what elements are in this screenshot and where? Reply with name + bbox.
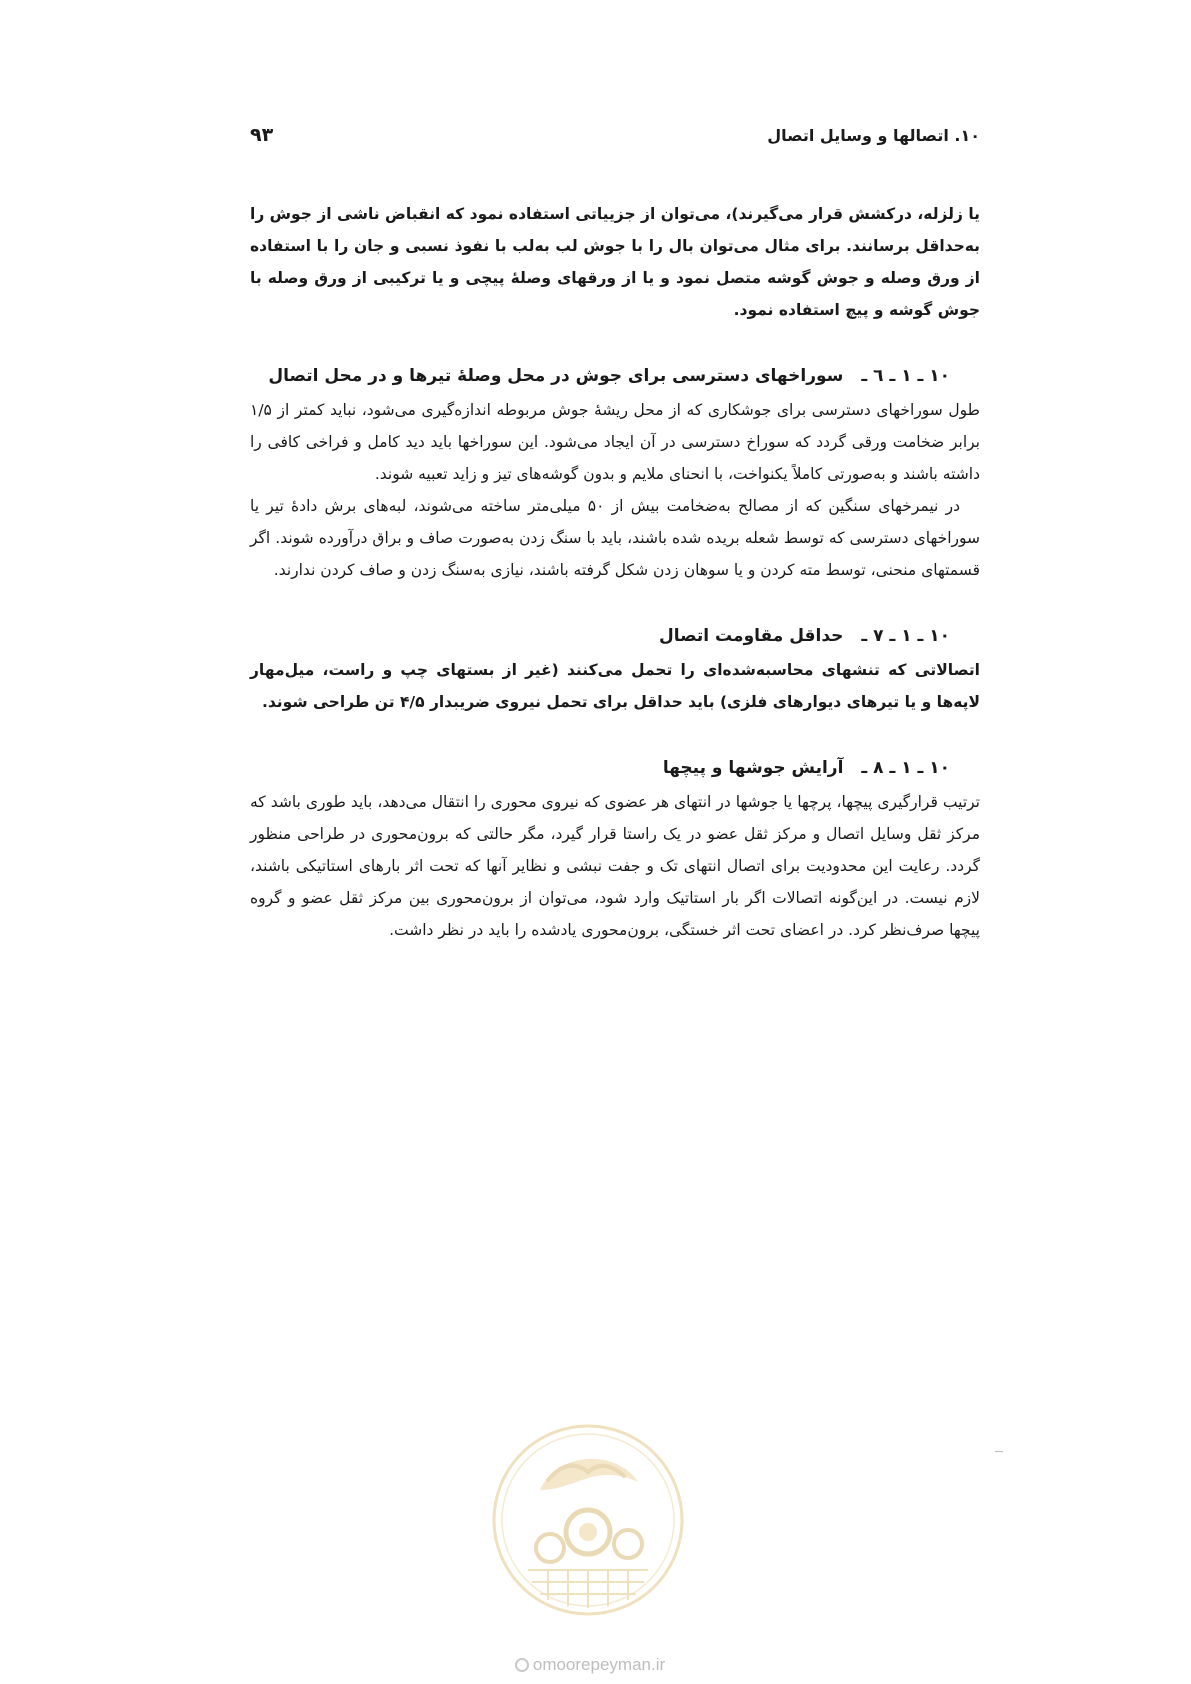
paragraph-intro: یا زلزله، درکشش قرار می‌گیرند)، می‌توان از جزییاتی استفاده نمود که انقباض ناشی از جوش را به‌حداقل برسانند. برای مثال می‌توان بال را با جوش لب به‌لب با نفوذ نسبی و جان را با استفاده از ورق وصله و جوش گوشه متصل نمود و یا از ورقهای وصلهٔ پیچی و یا ترکیبی از ورق وصله با جوش گوشه و پیچ استفاده نمود.: [250, 205, 980, 319]
section-heading: [250, 360, 980, 392]
section-paragraph: طول سوراخهای دسترسی برای جوشکاری که از محل ریشهٔ جوش مربوطه اندازه‌گیری می‌شود، نباید کمتر از ۱/۵ برابر ضخامت ورقی گردد که سوراخ دسترسی در آن ایجاد می‌شود. این سوراخها باید دید کامل و فراخی کافی را داشته باشند و به‌صورتی کاملاً یکنواخت، با انحنای ملایم و بدون گوشه‌های تیز و زاید تعبیه شوند.: [250, 401, 980, 483]
section-heading: [250, 752, 980, 784]
section-number: ۱۰ ـ ۱ ـ ۷ ـ: [861, 626, 950, 646]
page-content: [250, 198, 980, 946]
running-title: ۱۰. اتصالها و وسایل اتصال: [767, 126, 980, 145]
page-number: ۹۳: [250, 124, 274, 146]
section-paragraph: اتصالاتی که تنشهای محاسبه‌شده‌ای را تحمل می‌کنند (غیر از بستهای چپ و راست، میل‌مهار لاپه‌ها و یا تیرهای دیوارهای فلزی) باید حداقل برای تحمل نیروی ضریبدار ۴/۵ تن طراحی شوند.: [250, 661, 980, 711]
section-10-1-7: [250, 620, 980, 718]
section-heading: [250, 620, 980, 652]
section-title: حداقل مقاومت اتصال: [659, 626, 844, 646]
section-paragraph: ترتیب قرارگیری پیچها، پرچها یا جوشها در انتهای هر عضوی که نیروی محوری را انتقال می‌دهد، باید طوری باشد که مرکز ثقل وسایل اتصال و مرکز ثقل عضو در یک راستا قرار گیرد، مگر حالتی که برون‌محوری در طراحی منظور گردد. رعایت این محدودیت برای اتصال انتهای تک و جفت نبشی و نظایر آنها که تحت اثر بارهای استاتیکی باشند، لازم نیست. در این‌گونه اتصالات اگر بار استاتیک وارد شود، می‌توان از برون‌محوری بین مرکز ثقل عضو و گروه پیچها صرف‌نظر کرد. در اعضای تحت اثر خستگی، برون‌محوری یادشده را باید در نظر داشت.: [250, 793, 980, 939]
watermark-url: [470, 1654, 710, 1676]
watermark-seal-icon: [488, 1420, 688, 1620]
section-title: سوراخهای دسترسی برای جوش در محل وصلهٔ تیرها و در محل اتصال: [268, 366, 844, 386]
watermark-logo-icon: [515, 1658, 529, 1672]
section-paragraph: در نیمرخهای سنگین که از مصالح به‌ضخامت بیش از ۵۰ میلی‌متر ساخته می‌شوند، لبه‌های برش دادهٔ تیر یا سوراخهای دسترسی که توسط شعله بریده شده باشند، باید با سنگ زدن به‌صورت صاف و براق درآورده شوند. اگر قسمتهای منحنی، توسط مته کردن و یا سوهان زدن شکل گرفته باشند، نیازی به‌سنگ زدن و صاف کردن ندارند.: [250, 497, 980, 579]
watermark-url-text: omoorepeyman.ir: [532, 1655, 666, 1674]
page-mark: [995, 1451, 1003, 1452]
section-10-1-6: [250, 360, 980, 586]
running-header: [250, 126, 980, 156]
section-number: ۱۰ ـ ۱ ـ ٦ ـ: [861, 366, 950, 386]
section-10-1-8: [250, 752, 980, 946]
section-title: آرایش جوشها و پیچها: [662, 758, 844, 778]
section-number: ۱۰ ـ ۱ ـ ۸ ـ: [861, 758, 950, 778]
